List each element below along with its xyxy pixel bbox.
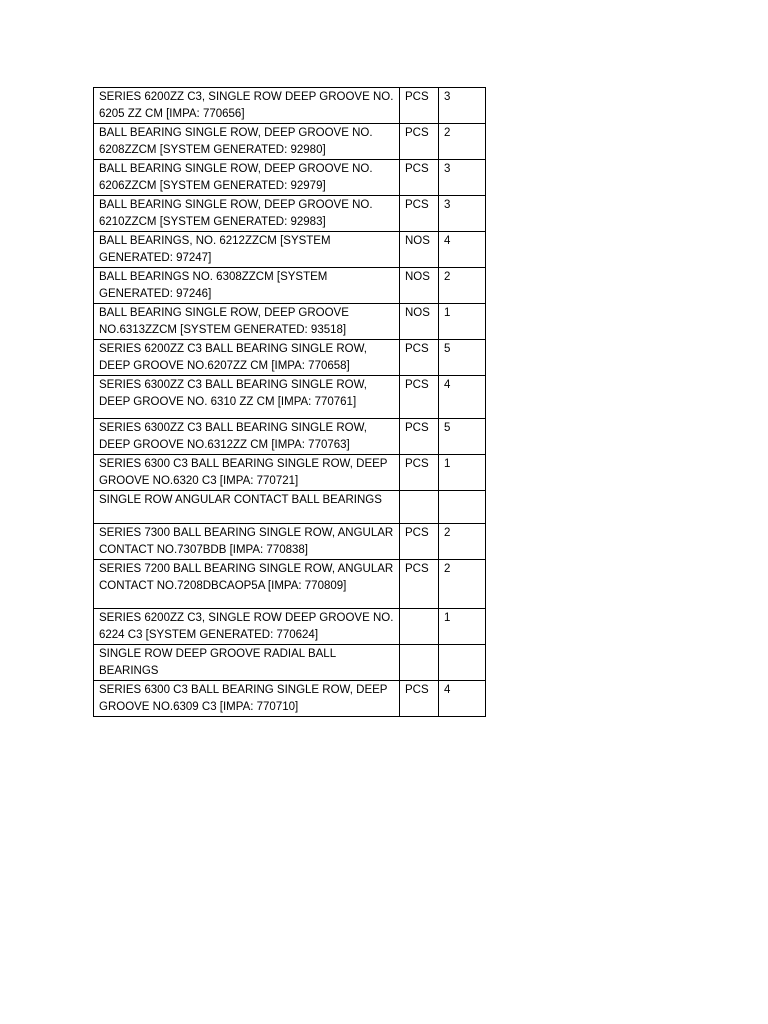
item-unit: PCS <box>400 681 439 717</box>
item-quantity: 3 <box>439 160 486 196</box>
item-description: BALL BEARING SINGLE ROW, DEEP GROOVE NO.6313ZZCM [SYSTEM GENERATED: 93518] <box>94 304 400 340</box>
item-description: BALL BEARING SINGLE ROW, DEEP GROOVE NO. 6210ZZCM [SYSTEM GENERATED: 92983] <box>94 196 400 232</box>
item-unit: PCS <box>400 196 439 232</box>
item-unit: NOS <box>400 232 439 268</box>
item-quantity: 1 <box>439 609 486 645</box>
item-unit: PCS <box>400 455 439 491</box>
item-description: SERIES 7200 BALL BEARING SINGLE ROW, ANGULAR CONTACT NO.7208DBCAOP5A [IMPA: 770809] <box>94 560 400 609</box>
table-row <box>94 609 486 645</box>
item-unit: PCS <box>400 419 439 455</box>
item-unit: PCS <box>400 376 439 419</box>
item-unit: PCS <box>400 560 439 609</box>
item-description: SERIES 6300 C3 BALL BEARING SINGLE ROW, DEEP GROOVE NO.6320 C3 [IMPA: 770721] <box>94 455 400 491</box>
item-quantity: 2 <box>439 524 486 560</box>
item-description: SERIES 6200ZZ C3 BALL BEARING SINGLE ROW, DEEP GROOVE NO.6207ZZ CM [IMPA: 770658] <box>94 340 400 376</box>
table-row <box>94 524 486 560</box>
item-quantity: 2 <box>439 560 486 609</box>
table-row <box>94 681 486 717</box>
item-quantity: 1 <box>439 455 486 491</box>
item-unit <box>400 491 439 524</box>
table-row <box>94 160 486 196</box>
section-heading-row <box>94 645 486 681</box>
table-row <box>94 340 486 376</box>
section-heading-row <box>94 491 486 524</box>
item-description: SERIES 6300ZZ C3 BALL BEARING SINGLE ROW, DEEP GROOVE NO.6312ZZ CM [IMPA: 770763] <box>94 419 400 455</box>
item-quantity: 5 <box>439 419 486 455</box>
table-row <box>94 232 486 268</box>
item-unit: PCS <box>400 524 439 560</box>
table-row <box>94 124 486 160</box>
table-row <box>94 419 486 455</box>
item-unit: PCS <box>400 340 439 376</box>
item-description: SERIES 6300 C3 BALL BEARING SINGLE ROW, DEEP GROOVE NO.6309 C3 [IMPA: 770710] <box>94 681 400 717</box>
section-heading: SINGLE ROW DEEP GROOVE RADIAL BALL BEARINGS <box>94 645 400 681</box>
item-quantity: 3 <box>439 196 486 232</box>
table-row <box>94 304 486 340</box>
section-heading: SINGLE ROW ANGULAR CONTACT BALL BEARINGS <box>94 491 400 524</box>
item-quantity: 4 <box>439 232 486 268</box>
item-quantity <box>439 645 486 681</box>
item-quantity: 3 <box>439 88 486 124</box>
item-description: BALL BEARINGS, NO. 6212ZZCM [SYSTEM GENERATED: 97247] <box>94 232 400 268</box>
item-quantity: 5 <box>439 340 486 376</box>
item-description: BALL BEARING SINGLE ROW, DEEP GROOVE NO. 6206ZZCM [SYSTEM GENERATED: 92979] <box>94 160 400 196</box>
item-quantity: 2 <box>439 124 486 160</box>
item-description: BALL BEARINGS NO. 6308ZZCM [SYSTEM GENERATED: 97246] <box>94 268 400 304</box>
item-unit <box>400 645 439 681</box>
table-row <box>94 268 486 304</box>
item-quantity: 2 <box>439 268 486 304</box>
table-row <box>94 196 486 232</box>
item-description: BALL BEARING SINGLE ROW, DEEP GROOVE NO. 6208ZZCM [SYSTEM GENERATED: 92980] <box>94 124 400 160</box>
table-row <box>94 560 486 609</box>
item-description: SERIES 6300ZZ C3 BALL BEARING SINGLE ROW, DEEP GROOVE NO. 6310 ZZ CM [IMPA: 770761] <box>94 376 400 419</box>
item-unit: PCS <box>400 88 439 124</box>
table-row <box>94 88 486 124</box>
item-quantity: 4 <box>439 681 486 717</box>
item-unit: PCS <box>400 124 439 160</box>
bearing-items-table <box>93 87 486 717</box>
item-quantity: 1 <box>439 304 486 340</box>
item-description: SERIES 7300 BALL BEARING SINGLE ROW, ANGULAR CONTACT NO.7307BDB [IMPA: 770838] <box>94 524 400 560</box>
table-row <box>94 376 486 419</box>
item-quantity: 4 <box>439 376 486 419</box>
item-description: SERIES 6200ZZ C3, SINGLE ROW DEEP GROOVE NO. 6205 ZZ CM [IMPA: 770656] <box>94 88 400 124</box>
item-unit: PCS <box>400 160 439 196</box>
table-row <box>94 455 486 491</box>
item-unit: NOS <box>400 304 439 340</box>
item-unit <box>400 609 439 645</box>
item-description: SERIES 6200ZZ C3, SINGLE ROW DEEP GROOVE NO. 6224 C3 [SYSTEM GENERATED: 770624] <box>94 609 400 645</box>
item-quantity <box>439 491 486 524</box>
item-unit: NOS <box>400 268 439 304</box>
